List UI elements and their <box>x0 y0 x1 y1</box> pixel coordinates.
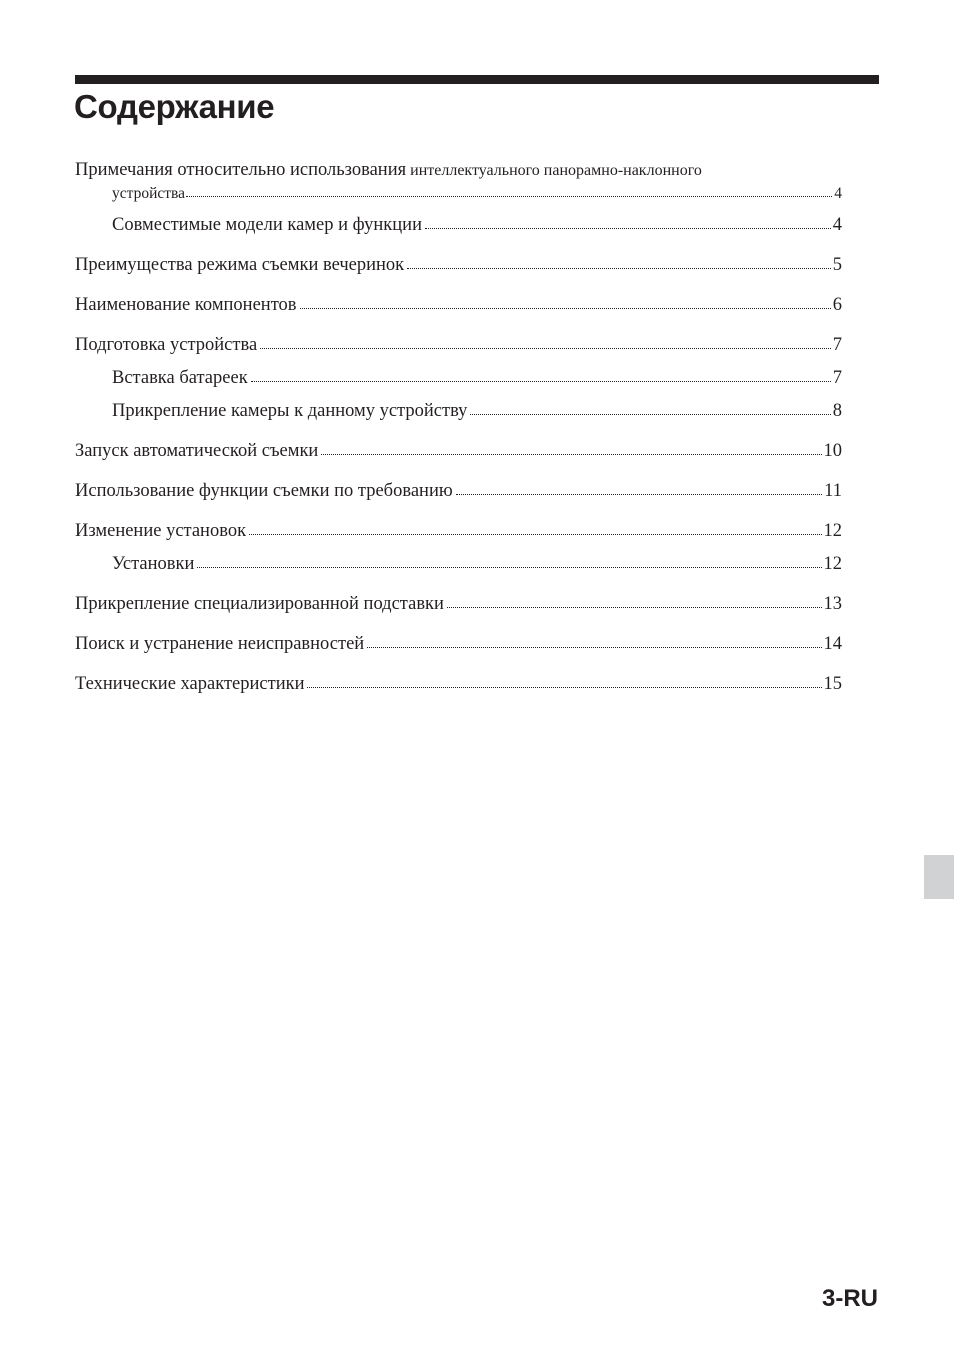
toc-entry-label: Прикрепление специализированной подставки <box>75 594 444 614</box>
toc-entry-parts[interactable] <box>75 293 842 317</box>
toc-entry-notes-line1[interactable] <box>75 158 702 183</box>
toc-entry-settings[interactable] <box>112 552 842 576</box>
toc-entry-preparation[interactable] <box>75 333 842 357</box>
toc-page-number: 12 <box>823 554 842 574</box>
toc-page-number: 11 <box>824 481 842 501</box>
page-number: 3-RU <box>821 1285 878 1312</box>
toc-page-number: 6 <box>832 295 842 315</box>
dot-leader <box>251 367 831 383</box>
toc-entry-label: Изменение установок <box>75 521 247 541</box>
toc-entry-label: Установки <box>112 554 195 574</box>
toc-page-number: 10 <box>823 441 842 461</box>
toc-entry-on-demand[interactable] <box>75 479 842 503</box>
toc-page-number: 7 <box>832 368 842 388</box>
dot-leader <box>447 593 822 609</box>
toc-entry-batteries[interactable] <box>112 366 842 390</box>
dot-leader <box>367 633 821 649</box>
toc-entry-specifications[interactable] <box>75 672 842 696</box>
toc-page-number: 5 <box>832 255 842 275</box>
dot-leader <box>249 520 821 536</box>
page-title: Содержание <box>74 88 275 125</box>
toc-entry-changing-settings[interactable] <box>75 519 842 543</box>
dot-leader <box>321 440 821 456</box>
dot-leader <box>307 673 821 689</box>
dot-leader <box>425 214 831 230</box>
toc-page-number: 8 <box>832 401 842 421</box>
dot-leader <box>260 334 831 350</box>
toc-entry-label: Поиск и устранение неисправностей <box>75 634 365 654</box>
toc-entry-label: Подготовка устройства <box>75 335 258 355</box>
toc-entry-label: Преимущества режима съемки вечеринок <box>75 255 405 275</box>
dot-leader <box>407 254 831 270</box>
toc-entry-label-continued: интеллектуального панорамно-наклонного <box>406 162 702 179</box>
toc-entry-label: Наименование компонентов <box>75 295 297 315</box>
toc-page-number: 13 <box>823 594 842 614</box>
toc-entry-attach-camera[interactable] <box>112 399 842 423</box>
toc-page-number: 12 <box>823 521 842 541</box>
toc-entry-label: устройства <box>112 185 186 202</box>
toc-entry-label: Вставка батареек <box>112 368 248 388</box>
toc-page-number: 15 <box>823 674 842 694</box>
toc-entry-troubleshooting[interactable] <box>75 632 842 656</box>
toc-page-number: 14 <box>823 634 842 654</box>
dot-leader <box>197 553 821 569</box>
toc-entry-label: Прикрепление камеры к данному устройству <box>112 401 468 421</box>
dot-leader <box>456 480 823 496</box>
toc-entry-label: Использование функции съемки по требованию <box>75 481 453 501</box>
dot-leader <box>186 182 832 198</box>
toc-entry-label: Запуск автоматической съемки <box>75 441 319 461</box>
toc-entry-label: Примечания относительно использования <box>75 160 407 180</box>
toc-page-number: 4 <box>834 185 842 202</box>
toc-entry-label: Технические характеристики <box>75 674 305 694</box>
toc-page-number: 7 <box>832 335 842 355</box>
toc-page-number: 4 <box>832 215 842 235</box>
section-side-tab <box>924 855 954 899</box>
toc-entry-stand[interactable] <box>75 592 842 616</box>
toc-entry-notes[interactable] <box>112 182 842 206</box>
toc-entry-compatible-cameras[interactable] <box>112 213 842 237</box>
dot-leader <box>470 400 830 416</box>
toc-entry-label: Совместимые модели камер и функции <box>112 215 422 235</box>
dot-leader <box>300 294 831 310</box>
title-rule <box>75 75 879 84</box>
toc-entry-party-mode[interactable] <box>75 253 842 277</box>
toc-entry-auto-shooting[interactable] <box>75 439 842 463</box>
